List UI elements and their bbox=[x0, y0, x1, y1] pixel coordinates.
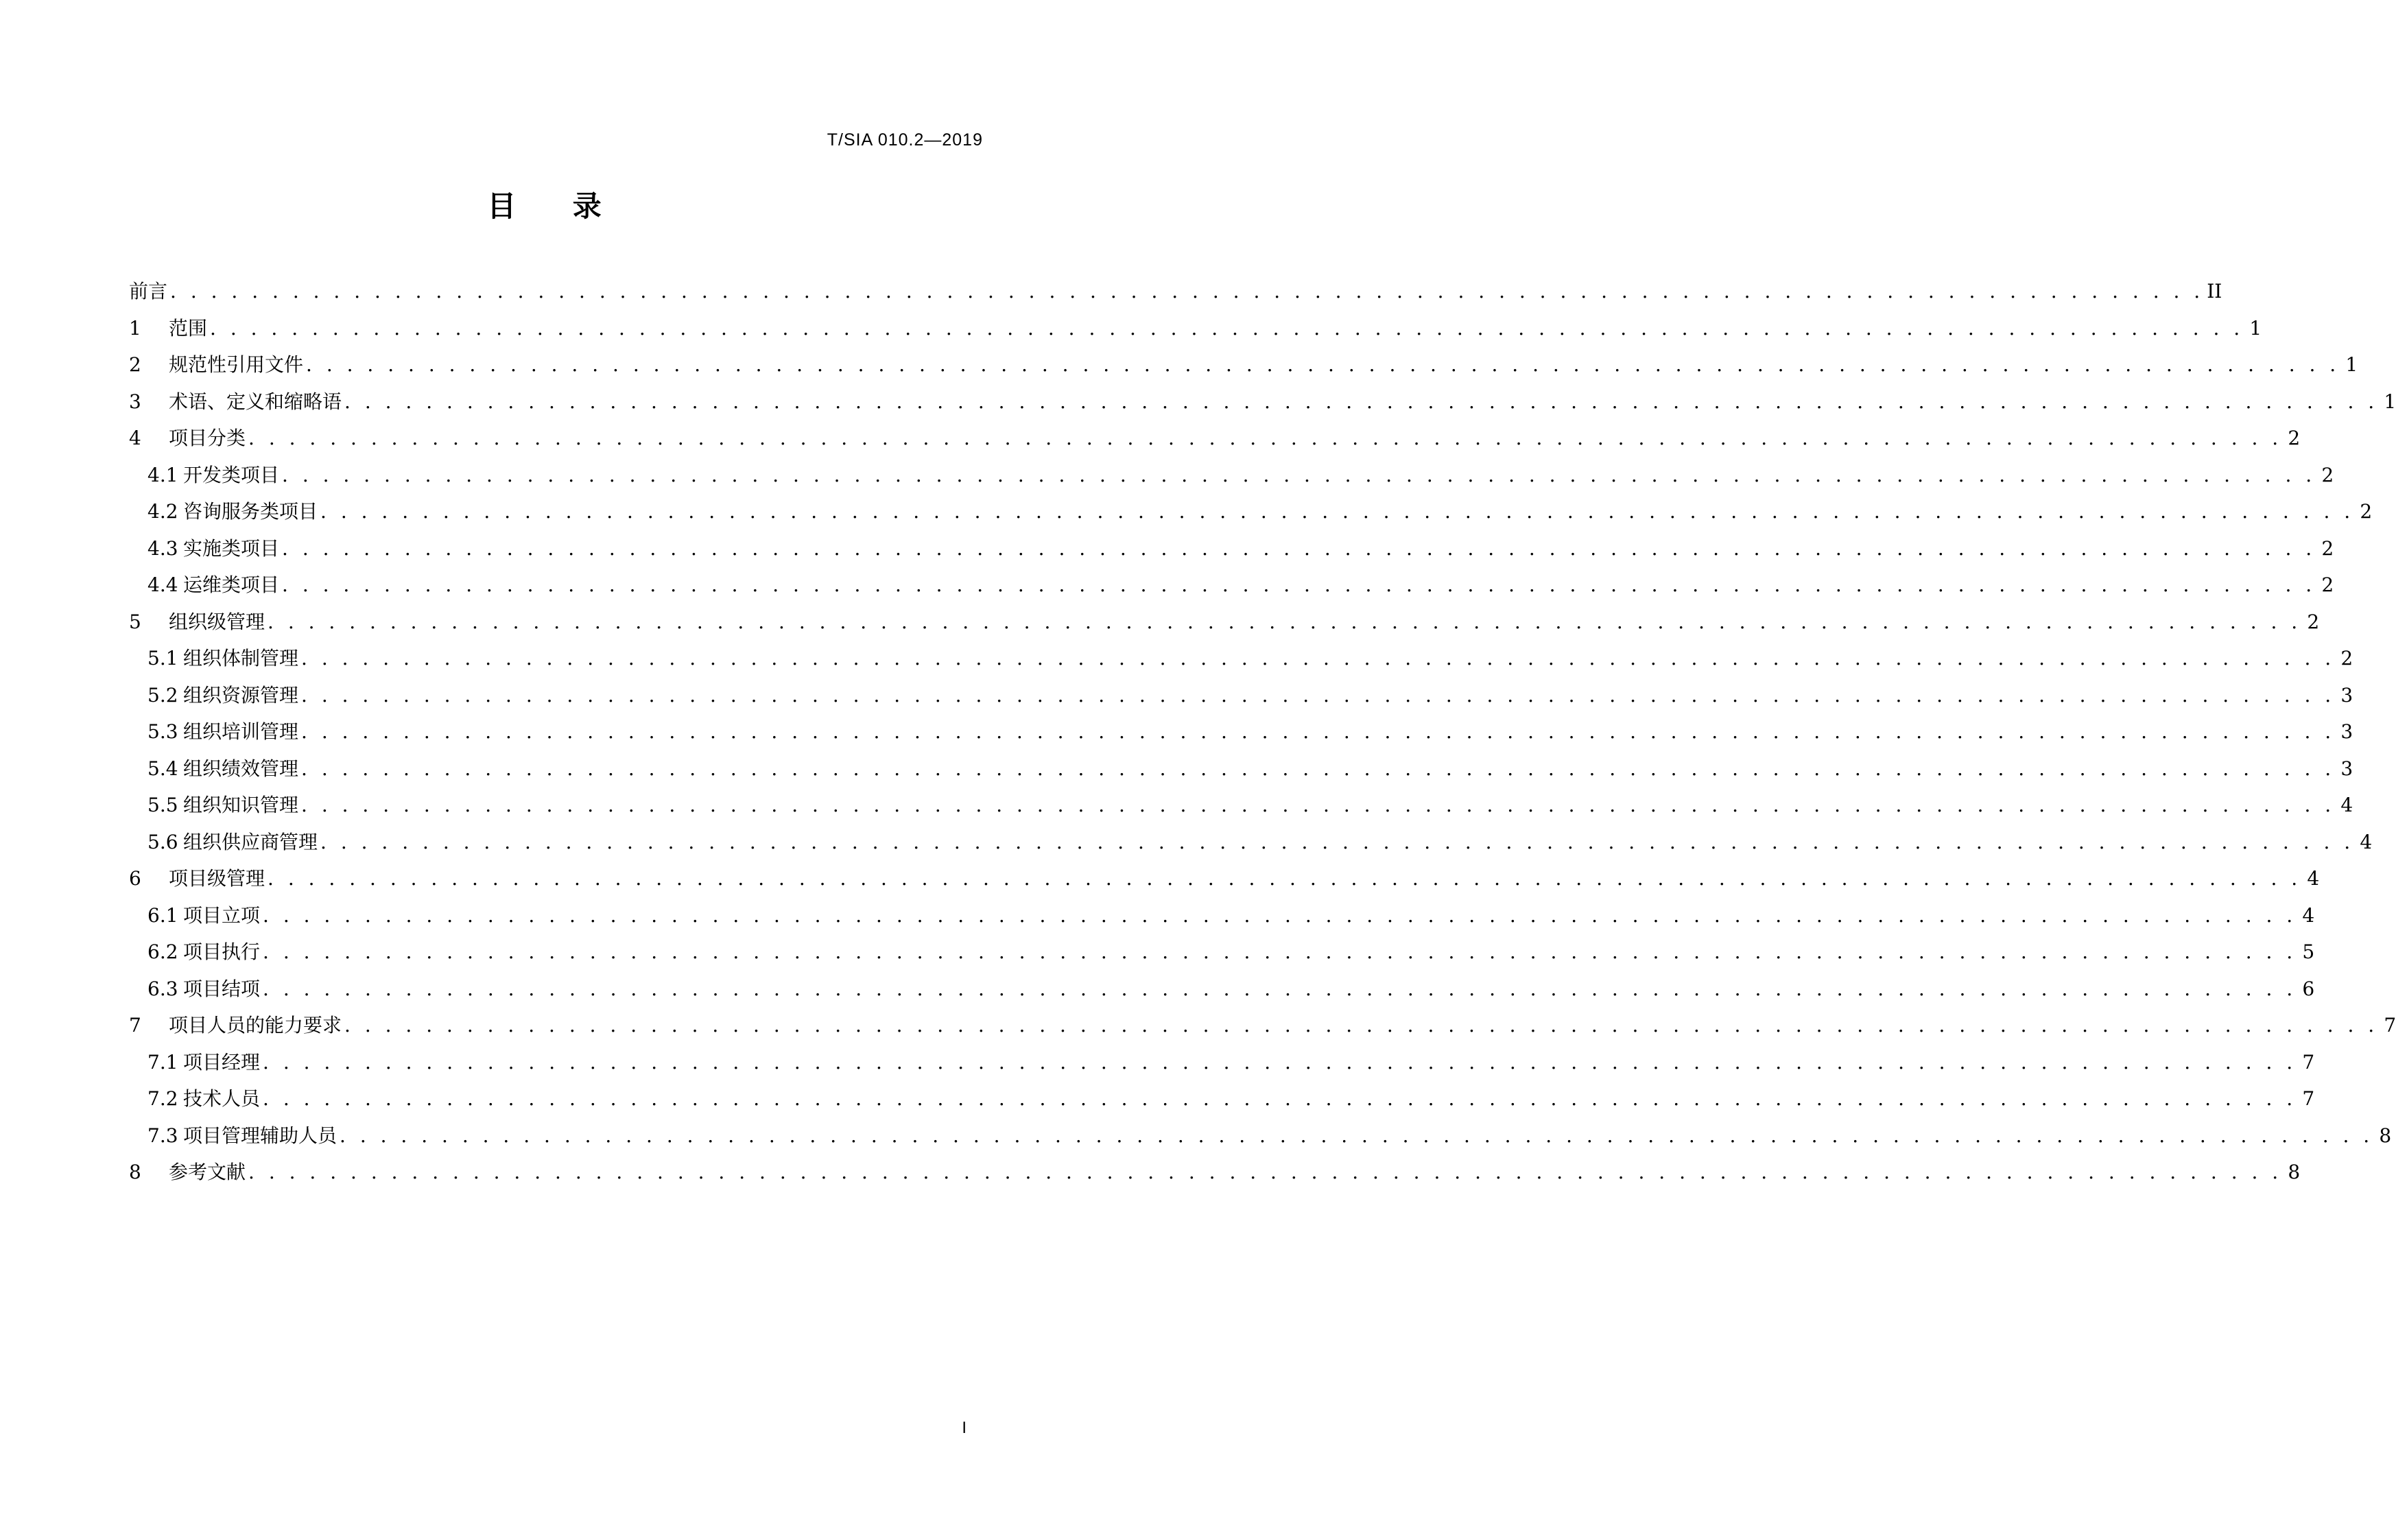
toc-dot-leader: . . . . . . . . . . . . . . . . . . . . . . . . . . . . . . . . . . . . . . . . . . . . . . . . . . . . . . . . . . . . . . . . . . . . . . . . . . . . . . . . . . . . . . . . . . . . . . . . . . . . bbox=[263, 977, 2297, 1000]
toc-dot-leader: . . . . . . . . . . . . . . . . . . . . . . . . . . . . . . . . . . . . . . . . . . . . . . . . . . . . . . . . . . . . . . . . . . . . . . . . . . . . . . . . . . . . . . . . . . . . . . . . . . . . bbox=[306, 353, 2340, 376]
toc-dot-leader: . . . . . . . . . . . . . . . . . . . . . . . . . . . . . . . . . . . . . . . . . . . . . . . . . . . . . . . . . . . . . . . . . . . . . . . . . . . . . . . . . . . . . . . . . . . . . . . . . . . . bbox=[340, 1124, 2374, 1147]
toc-dot-leader: . . . . . . . . . . . . . . . . . . . . . . . . . . . . . . . . . . . . . . . . . . . . . . . . . . . . . . . . . . . . . . . . . . . . . . . . . . . . . . . . . . . . . . . . . . . . . . . . . . . . bbox=[301, 647, 2336, 670]
toc-entry-title: 项目结项 bbox=[183, 977, 261, 1000]
toc-entry-title: 项目管理辅助人员 bbox=[183, 1124, 337, 1147]
toc-entry-number: 5.6 bbox=[147, 830, 178, 853]
toc-entry[interactable] bbox=[129, 974, 2315, 1011]
toc-entry-number: 7 bbox=[129, 1014, 141, 1036]
toc-dot-leader: . . . . . . . . . . . . . . . . . . . . . . . . . . . . . . . . . . . . . . . . . . . . . . . . . . . . . . . . . . . . . . . . . . . . . . . . . . . . . . . . . . . . . . . . . . . . . . . . . . . . bbox=[170, 280, 2205, 303]
toc-entry-page: 7 bbox=[2302, 1050, 2315, 1074]
toc-entry[interactable] bbox=[129, 864, 2320, 901]
toc-dot-leader: . . . . . . . . . . . . . . . . . . . . . . . . . . . . . . . . . . . . . . . . . . . . . . . . . . . . . . . . . . . . . . . . . . . . . . . . . . . . . . . . . . . . . . . . . . . . . . . . . . . . bbox=[268, 867, 2302, 890]
toc-entry-title: 咨询服务类项目 bbox=[183, 500, 318, 523]
toc-entry-number: 7.2 bbox=[147, 1087, 178, 1110]
toc-dot-leader: . . . . . . . . . . . . . . . . . . . . . . . . . . . . . . . . . . . . . . . . . . . . . . . . . . . . . . . . . . . . . . . . . . . . . . . . . . . . . . . . . . . . . . . . . . . . . . . . . . . . bbox=[268, 610, 2302, 633]
toc-entry-title: 项目立项 bbox=[183, 903, 261, 927]
toc-entry-title: 组织知识管理 bbox=[183, 794, 299, 816]
toc-entry-number: 2 bbox=[129, 353, 141, 376]
toc-entry[interactable] bbox=[129, 680, 2353, 718]
toc-entry-title: 组织体制管理 bbox=[183, 647, 299, 670]
toc-dot-leader: . . . . . . . . . . . . . . . . . . . . . . . . . . . . . . . . . . . . . . . . . . . . . . . . . . . . . . . . . . . . . . . . . . . . . . . . . . . . . . . . . . . . . . . . . . . . . . . . . . . . bbox=[320, 830, 2355, 853]
toc-entry-number: 5.4 bbox=[147, 757, 178, 780]
toc-entry[interactable] bbox=[129, 1157, 2301, 1194]
toc-entry[interactable] bbox=[129, 423, 2301, 460]
toc-dot-leader: . . . . . . . . . . . . . . . . . . . . . . . . . . . . . . . . . . . . . . . . . . . . . . . . . . . . . . . . . . . . . . . . . . . . . . . . . . . . . . . . . . . . . . . . . . . . . . . . . . . . bbox=[263, 1050, 2297, 1074]
toc-entry[interactable] bbox=[129, 350, 2358, 387]
toc-entry-number: 4.2 bbox=[147, 500, 178, 523]
toc-entry-number: 4.1 bbox=[147, 463, 178, 486]
toc-entry-page: 3 bbox=[2340, 720, 2353, 743]
toc-entry-page: 3 bbox=[2340, 683, 2353, 707]
toc-entry-title: 规范性引用文件 bbox=[169, 353, 304, 376]
toc-entry[interactable] bbox=[129, 1010, 2396, 1047]
toc-entry-number: 8 bbox=[129, 1161, 141, 1183]
toc-entry-page: 2 bbox=[2321, 463, 2334, 486]
toc-entry-page: 4 bbox=[2340, 794, 2353, 816]
toc-entry-page: 8 bbox=[2379, 1124, 2392, 1147]
toc-entry-number: 4.4 bbox=[147, 573, 178, 596]
toc-entry-number: 1 bbox=[129, 316, 141, 340]
toc-dot-leader: . . . . . . . . . . . . . . . . . . . . . . . . . . . . . . . . . . . . . . . . . . . . . . . . . . . . . . . . . . . . . . . . . . . . . . . . . . . . . . . . . . . . . . . . . . . . . . . . . . . . bbox=[320, 500, 2355, 523]
toc-entry[interactable] bbox=[129, 937, 2315, 974]
toc-entry-number: 4 bbox=[129, 427, 141, 449]
toc-entry-page: 1 bbox=[2249, 316, 2262, 340]
toc-entry-page: 7 bbox=[2302, 1087, 2315, 1110]
toc-entry-number: 5.3 bbox=[147, 720, 178, 743]
toc-entry-page: 6 bbox=[2302, 977, 2315, 1000]
table-of-contents bbox=[129, 276, 2396, 1194]
toc-dot-leader: . . . . . . . . . . . . . . . . . . . . . . . . . . . . . . . . . . . . . . . . . . . . . . . . . . . . . . . . . . . . . . . . . . . . . . . . . . . . . . . . . . . . . . . . . . . . . . . . . . . . bbox=[263, 903, 2297, 927]
toc-entry-title: 项目级管理 bbox=[169, 867, 265, 890]
toc-dot-leader: . . . . . . . . . . . . . . . . . . . . . . . . . . . . . . . . . . . . . . . . . . . . . . . . . . . . . . . . . . . . . . . . . . . . . . . . . . . . . . . . . . . . . . . . . . . . . . . . . . . . bbox=[301, 757, 2336, 780]
toc-dot-leader: . . . . . . . . . . . . . . . . . . . . . . . . . . . . . . . . . . . . . . . . . . . . . . . . . . . . . . . . . . . . . . . . . . . . . . . . . . . . . . . . . . . . . . . . . . . . . . . . . . . . bbox=[344, 390, 2379, 413]
toc-entry[interactable] bbox=[129, 901, 2315, 938]
toc-entry-page: 2 bbox=[2360, 500, 2373, 523]
toc-entry[interactable] bbox=[129, 276, 2222, 313]
toc-entry-page: 5 bbox=[2302, 940, 2315, 963]
toc-dot-leader: . . . . . . . . . . . . . . . . . . . . . . . . . . . . . . . . . . . . . . . . . . . . . . . . . . . . . . . . . . . . . . . . . . . . . . . . . . . . . . . . . . . . . . . . . . . . . . . . . . . . bbox=[301, 683, 2336, 707]
toc-entry[interactable] bbox=[129, 570, 2334, 607]
toc-entry-page: 1 bbox=[2384, 390, 2396, 413]
toc-entry-title: 参考文献 bbox=[169, 1161, 246, 1183]
toc-entry-title: 项目分类 bbox=[169, 427, 246, 449]
toc-entry-page: 2 bbox=[2321, 573, 2334, 596]
toc-entry-number: 5 bbox=[129, 610, 141, 633]
toc-entry-title: 实施类项目 bbox=[183, 536, 280, 560]
toc-dot-leader: . . . . . . . . . . . . . . . . . . . . . . . . . . . . . . . . . . . . . . . . . . . . . . . . . . . . . . . . . . . . . . . . . . . . . . . . . . . . . . . . . . . . . . . . . . . . . . . . . . . . bbox=[248, 427, 2283, 449]
toc-entry-page: 1 bbox=[2345, 353, 2358, 376]
toc-entry-title: 项目经理 bbox=[183, 1050, 261, 1074]
toc-dot-leader: . . . . . . . . . . . . . . . . . . . . . . . . . . . . . . . . . . . . . . . . . . . . . . . . . . . . . . . . . . . . . . . . . . . . . . . . . . . . . . . . . . . . . . . . . . . . . . . . . . . . bbox=[344, 1014, 2379, 1036]
toc-dot-leader: . . . . . . . . . . . . . . . . . . . . . . . . . . . . . . . . . . . . . . . . . . . . . . . . . . . . . . . . . . . . . . . . . . . . . . . . . . . . . . . . . . . . . . . . . . . . . . . . . . . . bbox=[282, 536, 2316, 560]
toc-entry-number: 5.1 bbox=[147, 647, 178, 670]
toc-entry-page: II bbox=[2207, 280, 2222, 303]
toc-entry[interactable] bbox=[129, 1121, 2392, 1158]
toc-entry-title: 组织资源管理 bbox=[183, 683, 299, 707]
toc-entry-number: 6.3 bbox=[147, 977, 178, 1000]
toc-entry-title: 前言 bbox=[129, 280, 168, 303]
toc-dot-leader: . . . . . . . . . . . . . . . . . . . . . . . . . . . . . . . . . . . . . . . . . . . . . . . . . . . . . . . . . . . . . . . . . . . . . . . . . . . . . . . . . . . . . . . . . . . . . . . . . . . . bbox=[263, 1087, 2297, 1110]
toc-entry-number: 6.1 bbox=[147, 903, 178, 927]
toc-dot-leader: . . . . . . . . . . . . . . . . . . . . . . . . . . . . . . . . . . . . . . . . . . . . . . . . . . . . . . . . . . . . . . . . . . . . . . . . . . . . . . . . . . . . . . . . . . . . . . . . . . . . bbox=[301, 720, 2336, 743]
toc-entry-title: 运维类项目 bbox=[183, 573, 280, 596]
toc-entry[interactable] bbox=[129, 754, 2353, 791]
toc-entry[interactable] bbox=[129, 1047, 2315, 1085]
toc-entry[interactable] bbox=[129, 717, 2353, 754]
toc-entry-number: 6.2 bbox=[147, 940, 178, 963]
toc-entry-title: 组织培训管理 bbox=[183, 720, 299, 743]
toc-entry[interactable] bbox=[129, 387, 2396, 424]
toc-dot-leader: . . . . . . . . . . . . . . . . . . . . . . . . . . . . . . . . . . . . . . . . . . . . . . . . . . . . . . . . . . . . . . . . . . . . . . . . . . . . . . . . . . . . . . . . . . . . . . . . . . . . bbox=[301, 794, 2336, 816]
toc-entry-page: 7 bbox=[2384, 1014, 2396, 1036]
toc-entry[interactable] bbox=[129, 827, 2373, 864]
toc-entry-page: 2 bbox=[2288, 427, 2301, 449]
toc-entry-title: 技术人员 bbox=[183, 1087, 261, 1110]
toc-entry[interactable] bbox=[129, 534, 2334, 571]
toc-entry-title: 项目人员的能力要求 bbox=[169, 1014, 342, 1036]
toc-entry-number: 7.1 bbox=[147, 1050, 178, 1074]
toc-entry-title: 组织级管理 bbox=[169, 610, 265, 633]
toc-dot-leader: . . . . . . . . . . . . . . . . . . . . . . . . . . . . . . . . . . . . . . . . . . . . . . . . . . . . . . . . . . . . . . . . . . . . . . . . . . . . . . . . . . . . . . . . . . . . . . . . . . . . bbox=[282, 573, 2316, 596]
toc-entry-title: 术语、定义和缩略语 bbox=[169, 390, 342, 413]
toc-entry-page: 2 bbox=[2340, 647, 2353, 670]
toc-dot-leader: . . . . . . . . . . . . . . . . . . . . . . . . . . . . . . . . . . . . . . . . . . . . . . . . . . . . . . . . . . . . . . . . . . . . . . . . . . . . . . . . . . . . . . . . . . . . . . . . . . . . bbox=[248, 1161, 2283, 1183]
toc-entry[interactable] bbox=[129, 1084, 2315, 1121]
toc-entry[interactable] bbox=[129, 460, 2334, 497]
document-code: T/SIA 010.2—2019 bbox=[827, 130, 983, 150]
toc-entry-title: 组织供应商管理 bbox=[183, 830, 318, 853]
toc-entry-page: 8 bbox=[2288, 1161, 2301, 1183]
toc-entry-page: 2 bbox=[2321, 536, 2334, 560]
toc-entry[interactable] bbox=[129, 643, 2353, 680]
toc-dot-leader: . . . . . . . . . . . . . . . . . . . . . . . . . . . . . . . . . . . . . . . . . . . . . . . . . . . . . . . . . . . . . . . . . . . . . . . . . . . . . . . . . . . . . . . . . . . . . . . . . . . . bbox=[282, 463, 2316, 486]
toc-entry-number: 3 bbox=[129, 390, 141, 413]
toc-entry-title: 范围 bbox=[169, 316, 208, 340]
toc-entry-number: 6 bbox=[129, 867, 141, 890]
toc-entry-title: 组织绩效管理 bbox=[183, 757, 299, 780]
toc-entry-page: 3 bbox=[2340, 757, 2353, 780]
toc-entry[interactable] bbox=[129, 607, 2320, 644]
toc-title: 目 录 bbox=[487, 189, 625, 223]
toc-entry[interactable] bbox=[129, 790, 2353, 827]
page-number: I bbox=[962, 1419, 966, 1437]
toc-entry-number: 5.2 bbox=[147, 683, 178, 707]
toc-entry-page: 4 bbox=[2360, 830, 2373, 853]
toc-entry-number: 5.5 bbox=[147, 794, 178, 816]
toc-entry-title: 项目执行 bbox=[183, 940, 261, 963]
toc-dot-leader: . . . . . . . . . . . . . . . . . . . . . . . . . . . . . . . . . . . . . . . . . . . . . . . . . . . . . . . . . . . . . . . . . . . . . . . . . . . . . . . . . . . . . . . . . . . . . . . . . . . . bbox=[210, 316, 2244, 340]
toc-entry-number: 7.3 bbox=[147, 1124, 178, 1147]
toc-entry[interactable] bbox=[129, 313, 2262, 351]
toc-entry-page: 2 bbox=[2307, 610, 2320, 633]
toc-dot-leader: . . . . . . . . . . . . . . . . . . . . . . . . . . . . . . . . . . . . . . . . . . . . . . . . . . . . . . . . . . . . . . . . . . . . . . . . . . . . . . . . . . . . . . . . . . . . . . . . . . . . bbox=[263, 940, 2297, 963]
toc-entry-page: 4 bbox=[2307, 867, 2320, 890]
toc-entry-page: 4 bbox=[2302, 903, 2315, 927]
toc-entry-title: 开发类项目 bbox=[183, 463, 280, 486]
toc-entry[interactable] bbox=[129, 497, 2373, 534]
toc-entry-number: 4.3 bbox=[147, 536, 178, 560]
